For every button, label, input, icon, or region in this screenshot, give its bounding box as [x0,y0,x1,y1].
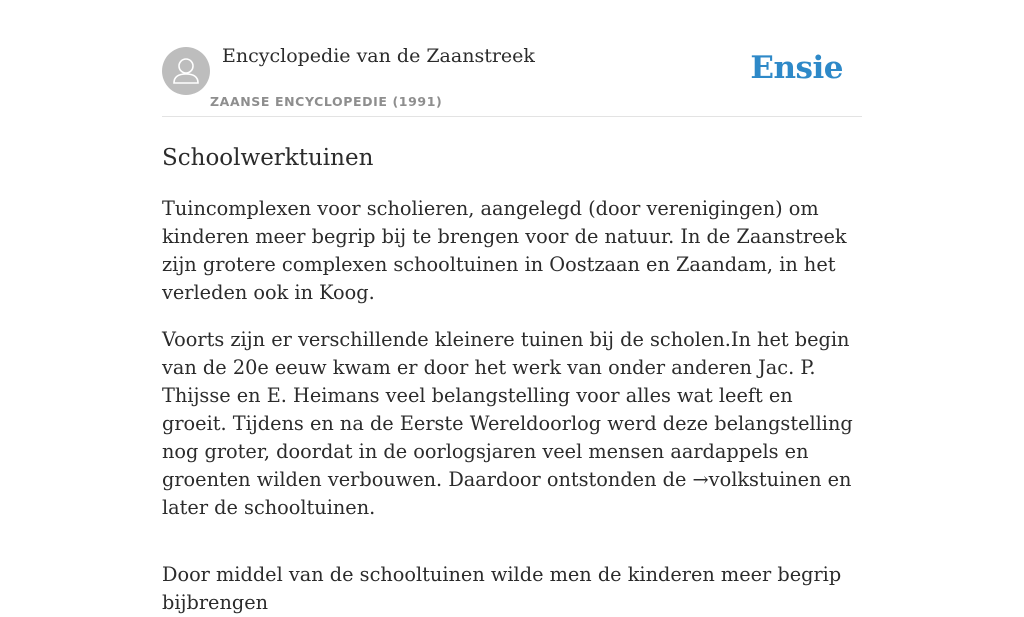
source-header [162,0,862,117]
user-avatar-icon[interactable] [162,47,210,95]
paragraph [162,326,862,522]
article-title: Schoolwerktuinen [162,145,374,171]
paragraph-text: Voorts zijn er verschillende kleinere tuinen bij de scholen.In het begin van de 20e eeuw kwam er door het werk van onder anderen Jac. P. Thijsse en E. Heimans veel belangstelling voor alles wat leeft en groeit. Tijdens en na de Eerste Wereldoorlog werd deze belangstelling nog groter, doordat in de oorlogsjaren veel mensen aardappels en groenten wilden verbouwen. Daardoor ontstonden de [162,328,853,491]
source-title[interactable]: Encyclopedie van de Zaanstreek [222,45,535,67]
ensie-logo-link[interactable]: Ensie [750,50,843,86]
volkstuinen-link[interactable]: →volkstuinen [692,468,822,491]
paragraph: Door middel van de schooltuinen wilde men de kinderen meer begrip bijbrengen [162,563,842,614]
paragraph-break [162,541,862,561]
page [162,0,862,617]
paragraph: Tuincomplexen voor scholieren, aangelegd (door verenigingen) om kinderen meer begrip bij te brengen voor de natuur. In de Zaanstreek zijn grotere complexen schooltuinen in Oostzaan en Zaandam, in het verleden ook in Koog. [162,197,847,304]
paragraph-text: en later de schooltuinen. [162,468,852,519]
article-body [162,195,862,617]
source-subtitle: ZAANSE ENCYCLOPEDIE (1991) [210,94,443,109]
